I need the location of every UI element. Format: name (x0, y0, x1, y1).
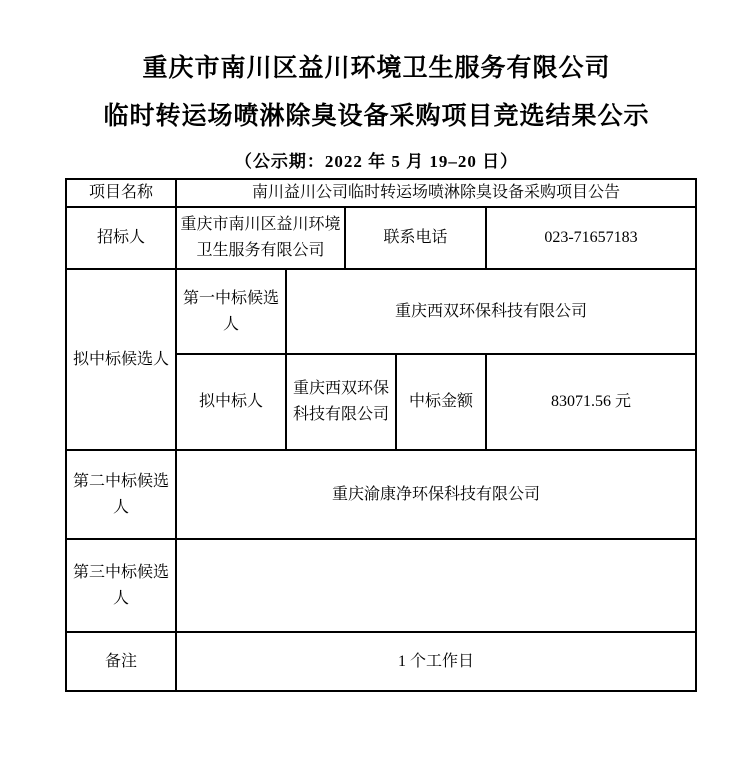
proposed-winner-label-cell: 拟中标人 (176, 354, 286, 450)
table-row (66, 179, 696, 207)
proposed-winner-value-line2: 科技有限公司 (292, 406, 389, 423)
first-candidate-value-cell: 重庆西双环保科技有限公司 (286, 269, 696, 354)
title-block (0, 0, 753, 172)
table-row (66, 207, 696, 269)
first-candidate-label-cell: 第一中标候选人 (176, 269, 286, 354)
table-row (66, 450, 696, 539)
tenderer-label-cell: 招标人 (66, 207, 176, 269)
second-candidate-value-cell: 重庆渝康净环保科技有限公司 (176, 450, 696, 539)
award-amount-label-cell: 中标金额 (396, 354, 486, 450)
third-candidate-label-cell: 第三中标候选人 (66, 539, 176, 632)
contact-phone-label-cell: 联系电话 (345, 207, 486, 269)
table-row (66, 539, 696, 632)
proposed-winner-value-cell (286, 354, 396, 450)
table-row (66, 269, 696, 354)
contact-phone-value-cell: 023-71657183 (486, 207, 696, 269)
proposed-winner-value-line1: 重庆西双环保 (292, 380, 389, 397)
project-name-label-cell: 项目名称 (66, 179, 176, 207)
project-name-value-cell: 南川益川公司临时转运场喷淋除臭设备采购项目公告 (176, 179, 696, 207)
award-amount-value-cell: 83071.56 元 (486, 354, 696, 450)
remark-label-cell: 备注 (66, 632, 176, 691)
tenderer-value-cell: 重庆市南川区益川环境卫生服务有限公司 (176, 207, 345, 269)
candidates-section-label-cell: 拟中标候选人 (66, 269, 176, 450)
remark-value-cell: 1 个工作日 (176, 632, 696, 691)
table-row (66, 632, 696, 691)
publicity-period: （公示期：2022 年 5 月 19–20 日） (234, 152, 519, 171)
document-title-line2: 临时转运场喷淋除臭设备采购项目竞选结果公示 (103, 103, 650, 130)
result-table (65, 178, 697, 692)
second-candidate-label-cell: 第二中标候选人 (66, 450, 176, 539)
document-title-line1: 重庆市南川区益川环境卫生服务有限公司 (142, 55, 611, 82)
third-candidate-value-cell (176, 539, 696, 632)
